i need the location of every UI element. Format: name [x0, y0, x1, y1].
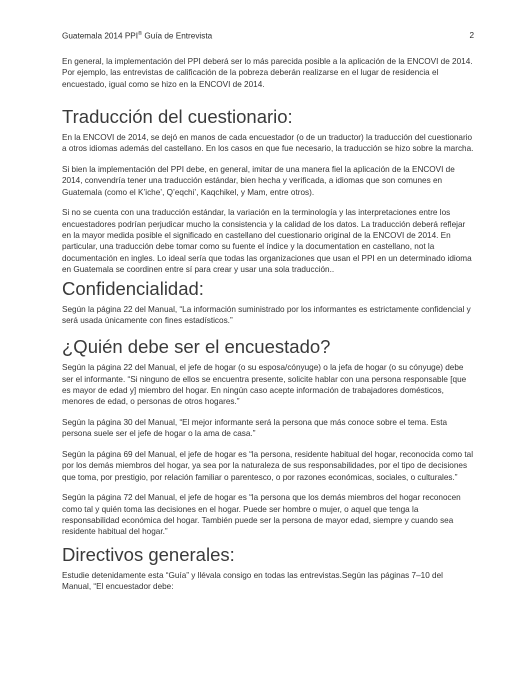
paragraph: Si bien la implementación del PPI debe, en general, imitar de una manera fiel la aplicación de la ENCOVI de 2014, convendría tener una traducción estándar, bien hecha y verificada, a idiomas que son comunes en Guatemala (como el K’iche’, Q’eqchi’, Kaqchikel, y Mam, entre otros).	[62, 164, 455, 197]
paragraph: Según la página 69 del Manual, el jefe de hogar es “la persona, residente habitual del hogar, reconocida como tal por los demás miembros del hogar, ya sea por la naturaleza de sus responsabilidades, por el tipo de decisiones que toma, por prestigio, por relación familiar o parentesco, o por razones económicas, sociales, o culturales.”	[62, 450, 474, 482]
page-number: 2	[469, 31, 474, 40]
section-heading-confidencialidad: Confidencialidad:	[62, 278, 204, 300]
paragraph: Si no se cuenta con una traducción estándar, la variación en la terminología y las interpretaciones entre los encuestadores podrían perjudicar mucho la consistencia y la calidad de los datos. La traducción deberá reflejar en la mayor medida posible el significado en castellano del cuestionario original de la ENCOVI de 2014. En particular, una traducción debe tomar como su fuente el índice y la documentation en castellano, not la documentación en ingles. Lo ideal sería que todas las organizaciones que usan el PPI en un determinado idioma en Guatemala se coordinen entre sí para crear y usar una sola traducción..	[62, 208, 472, 274]
paragraph: En la ENCOVI de 2014, se dejó en manos de cada encuestador (o de un traductor) la traducción del cuestionario a otros idiomas además del castellano. En los casos en que fue necesario, la traducción se hizo sobre la marcha.	[62, 132, 474, 154]
paragraph: Estudie detenidamente esta “Guía” y llévala consigo en todas las entrevistas.Según las páginas 7–10 del Manual, “El encuestador debe:	[62, 570, 443, 591]
paragraph: Según la página 22 del Manual, “La información suministrado por los informantes es estrictamente confidencial y será usada únicamente con fines estadísticos.”	[62, 305, 471, 326]
document-body	[62, 56, 474, 602]
paragraph: Según la página 72 del Manual, el jefe de hogar es “la persona que los demás miembros del hogar reconocen como tal y quién toma las decisiones en el hogar. Puede ser hombre o mujer, o aquel que tenga la responsabilidad económica del hogar. También puede ser la persona de mayor edad, siempre y cuando sea residente habitual del hogar.”	[62, 493, 461, 537]
section-heading-traduccion: Traducción del cuestionario:	[62, 105, 293, 127]
header-title: Guatemala 2014 PPI® Guía de Entrevista	[62, 31, 213, 41]
intro-paragraph: En general, la implementación del PPI deberá ser lo más parecida posible a la aplicación de la ENCOVI de 2014. Por ejemplo, las entrevistas de calificación de la pobreza deberán realizarse en el lugar de residencia el encuestado, igual como se hizo en la ENCOVI de 2014.	[62, 57, 473, 89]
paragraph: Según la página 22 del Manual, el jefe de hogar (o su esposa/cónyuge) o la jefa de hogar (o su cónyuge) debe ser el informante. “Si ninguno de ellos se encuentra presente, solicite hablar con una persona responsable [que es mayor de edad y] miembro del hogar. En ningún caso acepte información de trabajadores domésticos, menores de edad, o personas de otros hogares.”	[62, 363, 467, 407]
section-heading-quien: ¿Quién debe ser el encuestado?	[62, 336, 331, 358]
section-heading-directivos: Directivos generales:	[62, 543, 235, 565]
page-header	[62, 31, 474, 41]
paragraph: Según la página 30 del Manual, “El mejor informante será la persona que más conoce sobre el tema. Esta persona suele ser el jefe de hogar o la ama de casa.”	[62, 417, 448, 439]
